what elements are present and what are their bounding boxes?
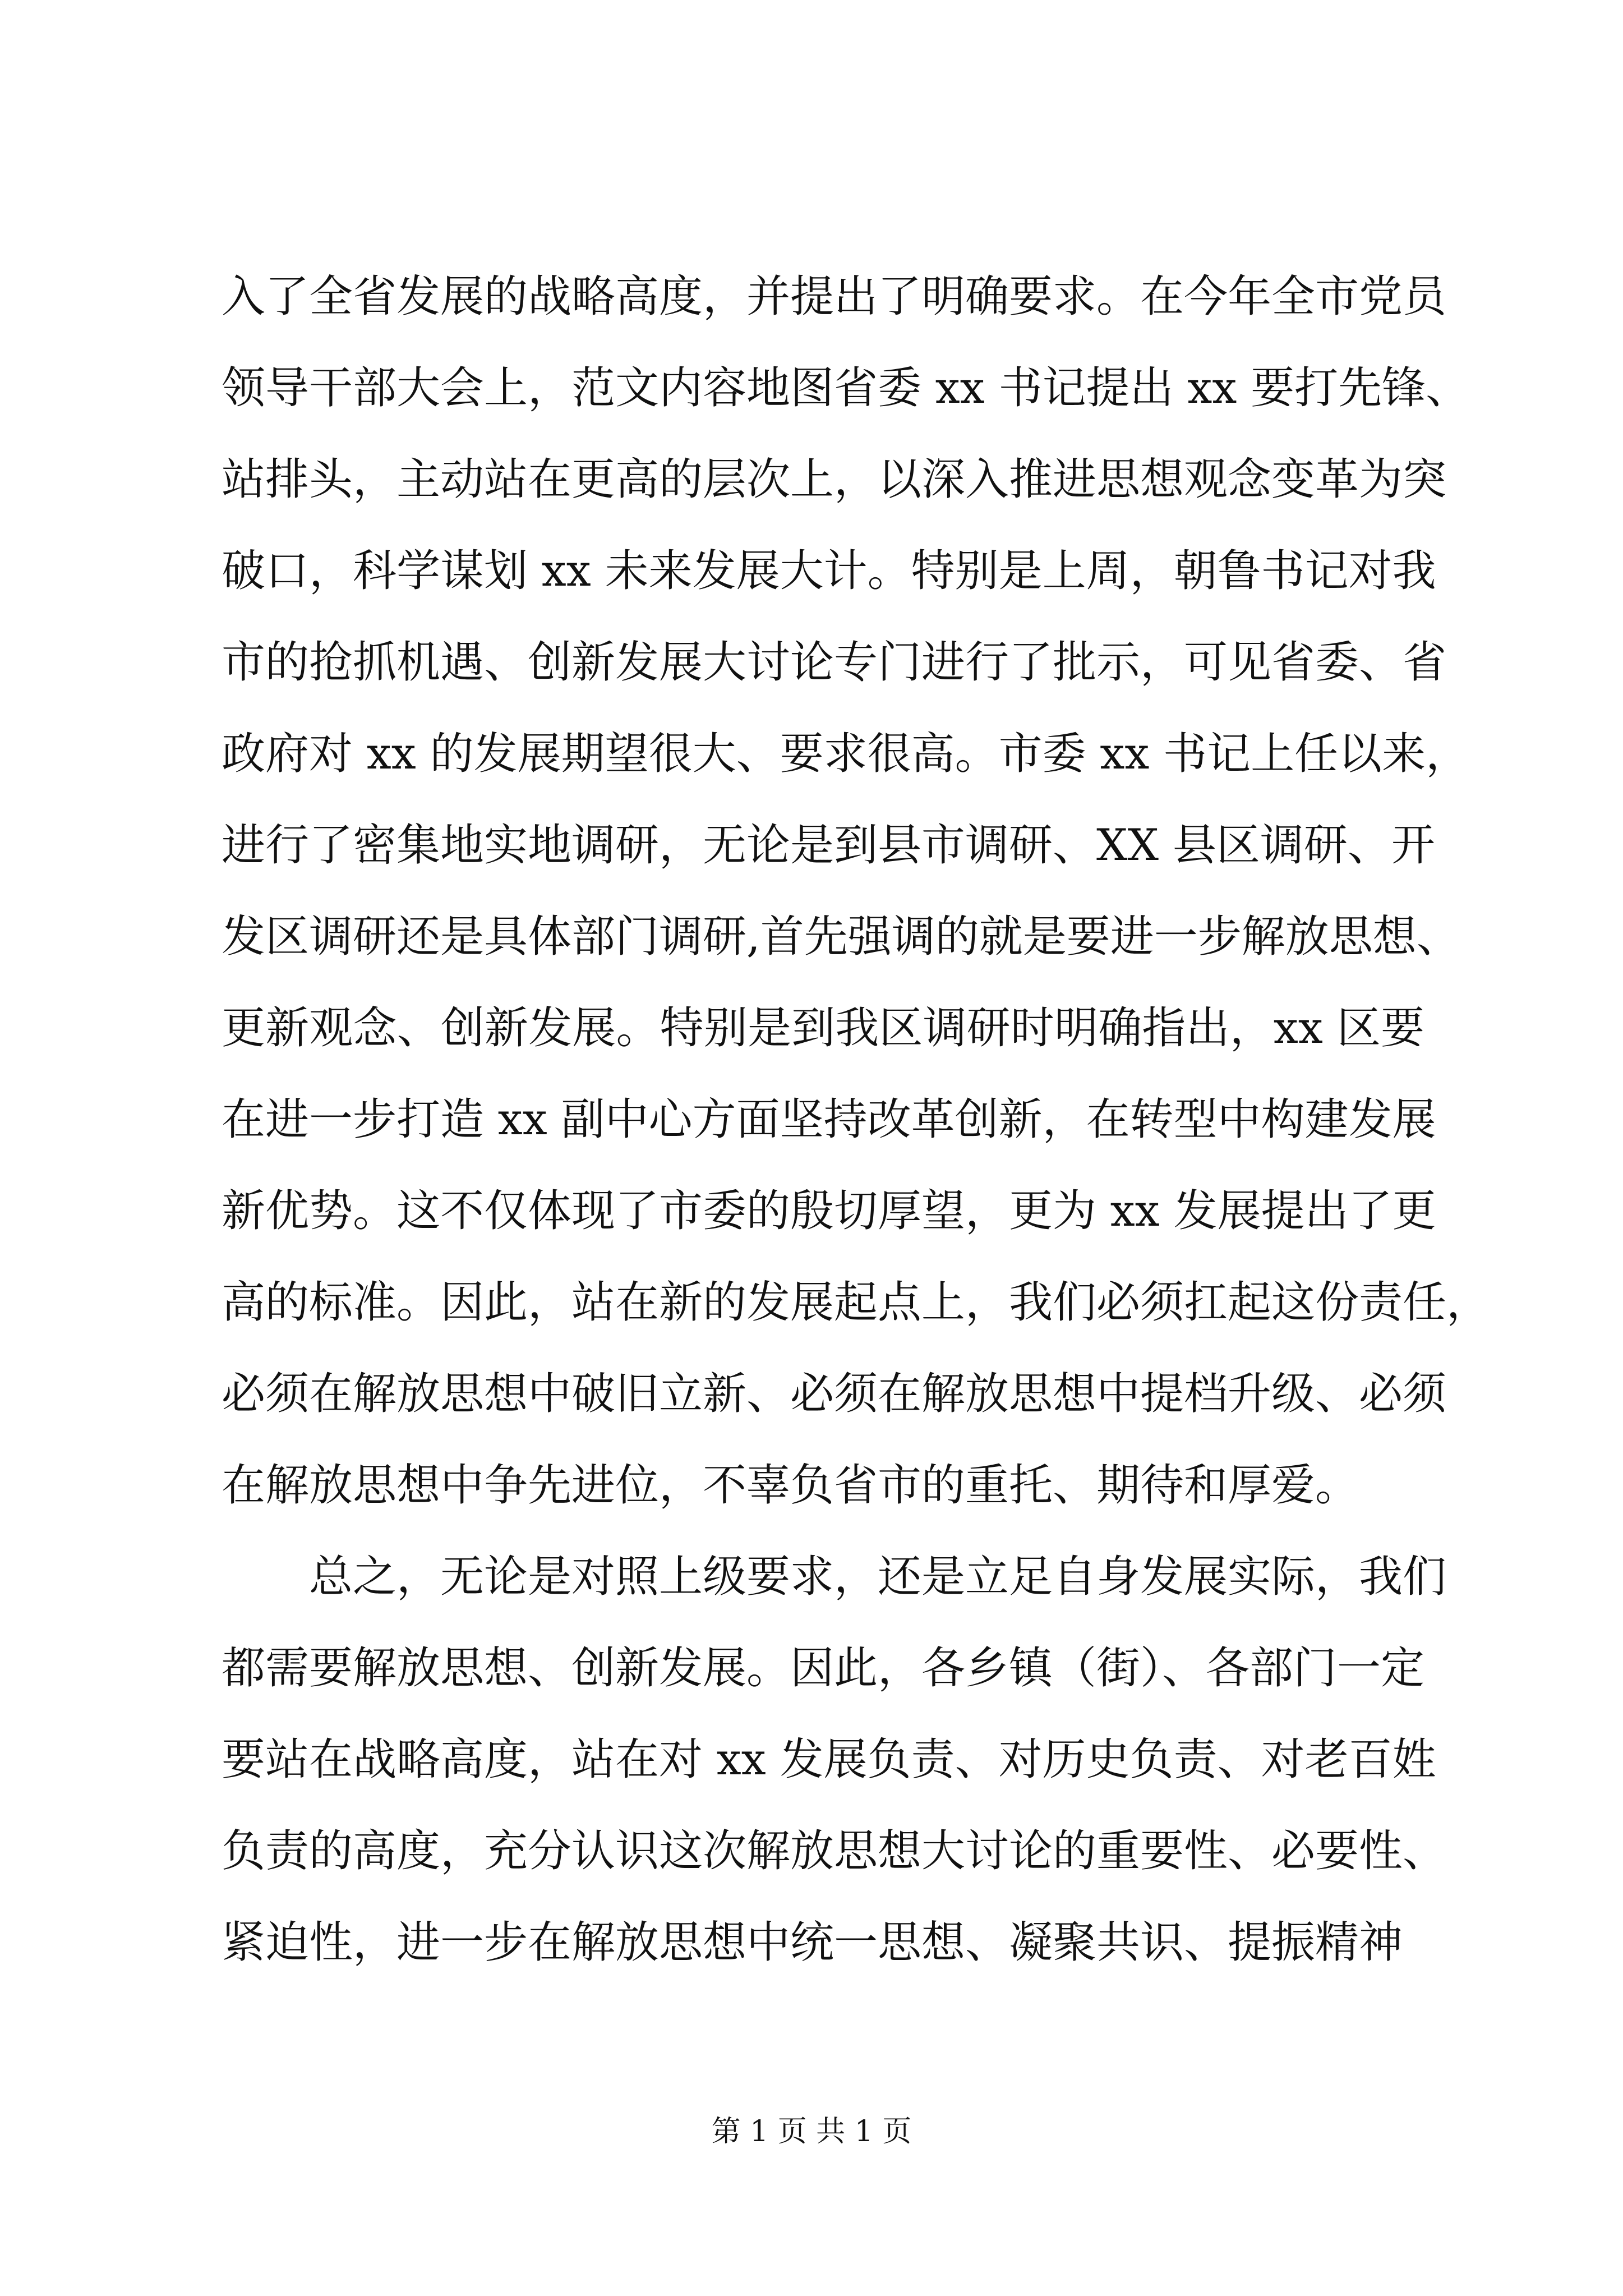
text-line: 发区调研还是具体部门调研,首先强调的就是要进一步解放思想、	[222, 912, 1460, 962]
text-line: 在解放思想中争先进位，不辜负省市的重托、期待和厚爱。	[222, 1460, 1359, 1511]
text-line: 入了全省发展的战略高度，并提出了明确要求。在今年全市党员	[222, 272, 1447, 322]
text-line: 进行了密集地实地调研，无论是到县市调研、XX 县区调研、开	[222, 820, 1435, 871]
page-footer	[0, 2112, 1623, 2151]
text-line: 市的抢抓机遇、创新发展大讨论专门进行了批示，可见省委、省	[222, 637, 1447, 688]
text-line: 都需要解放思想、创新发展。因此，各乡镇（街）、各部门一定	[222, 1643, 1425, 1694]
paragraph-2	[222, 1531, 1447, 1989]
text-line: 站排头，主动站在更高的层次上，以深入推进思想观念变革为突	[222, 454, 1447, 505]
text-line: 更新观念、创新发展。特别是到我区调研时明确指出，xx 区要	[222, 1003, 1424, 1053]
text-line: 领导干部大会上，范文内容地图省委 xx 书记提出 xx 要打先锋、	[222, 363, 1470, 413]
document-body	[222, 251, 1491, 1989]
text-line: 在进一步打造 xx 副中心方面坚持改革创新，在转型中构建发展	[222, 1094, 1436, 1145]
text-line: 政府对 xx 的发展期望很大、要求很高。市委 xx 书记上任以来，	[222, 729, 1470, 779]
text-line: 总之，无论是对照上级要求，还是立足自身发展实际，我们	[309, 1552, 1447, 1602]
text-line: 新优势。这不仅体现了市委的殷切厚望，更为 xx 发展提出了更	[222, 1186, 1436, 1236]
text-line: 高的标准。因此，站在新的发展起点上，我们必须扛起这份责任，	[222, 1277, 1491, 1328]
text-line: 负责的高度，充分认识这次解放思想大讨论的重要性、必要性、	[222, 1826, 1447, 1876]
text-line: 紧迫性，进一步在解放思想中统一思想、凝聚共识、提振精神	[222, 1917, 1403, 1968]
text-line: 必须在解放思想中破旧立新、必须在解放思想中提档升级、必须	[222, 1369, 1447, 1419]
text-line: 要站在战略高度，站在对 xx 发展负责、对历史负责、对老百姓	[222, 1734, 1436, 1785]
paragraph-1	[222, 251, 1491, 1531]
text-line: 破口，科学谋划 xx 未来发展大计。特别是上周，朝鲁书记对我	[222, 546, 1436, 596]
page-number: 第 1 页 共 1 页	[711, 2115, 912, 2148]
